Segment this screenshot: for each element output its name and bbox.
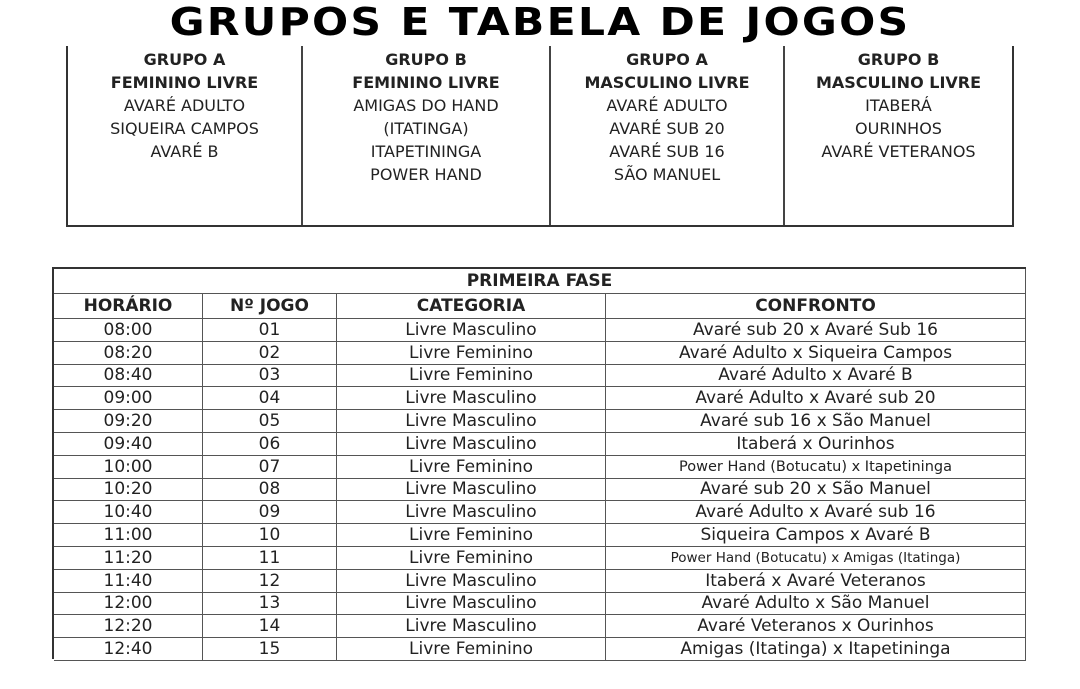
cell-time: 11:20: [54, 546, 203, 569]
group-team: OURINHOS: [855, 119, 942, 138]
cell-match: Siqueira Campos x Avaré B: [606, 524, 1026, 547]
cell-game-number: 02: [203, 341, 337, 364]
group-category: MASCULINO LIVRE: [584, 73, 750, 92]
cell-match: Avaré Adulto x São Manuel: [606, 592, 1026, 615]
cell-match: Power Hand (Botucatu) x Itapetininga: [606, 455, 1026, 478]
table-row: [54, 341, 1026, 364]
cell-game-number: 13: [203, 592, 337, 615]
group-team: AVARÉ ADULTO: [606, 96, 728, 115]
group-column: [551, 46, 785, 225]
cell-game-number: 03: [203, 364, 337, 387]
cell-time: 10:20: [54, 478, 203, 501]
cell-time: 12:20: [54, 615, 203, 638]
cell-category: Livre Masculino: [337, 478, 606, 501]
cell-match: Amigas (Itatinga) x Itapetininga: [606, 638, 1026, 661]
cell-category: Livre Masculino: [337, 615, 606, 638]
column-header-match: CONFRONTO: [606, 294, 1026, 319]
cell-game-number: 09: [203, 501, 337, 524]
column-header-time: HORÁRIO: [54, 294, 203, 319]
group-heading: GRUPO A: [143, 50, 226, 69]
cell-match: Avaré Adulto x Avaré B: [606, 364, 1026, 387]
group-heading: GRUPO B: [857, 50, 940, 69]
cell-match: Itaberá x Ourinhos: [606, 432, 1026, 455]
table-row: [54, 524, 1026, 547]
group-category: FEMININO LIVRE: [352, 73, 500, 92]
cell-match: Itaberá x Avaré Veteranos: [606, 569, 1026, 592]
group-team: AVARÉ B: [150, 142, 219, 161]
group-column: [68, 46, 303, 225]
cell-match: Avaré Adulto x Avaré sub 20: [606, 387, 1026, 410]
cell-time: 11:00: [54, 524, 203, 547]
cell-category: Livre Masculino: [337, 569, 606, 592]
cell-time: 10:00: [54, 455, 203, 478]
table-row: [54, 432, 1026, 455]
schedule-rows: [54, 319, 1026, 661]
cell-category: Livre Feminino: [337, 341, 606, 364]
page-title: GRUPOS E TABELA DE JOGOS: [169, 0, 911, 44]
phase-title: PRIMEIRA FASE: [54, 269, 1026, 294]
cell-game-number: 14: [203, 615, 337, 638]
cell-time: 09:40: [54, 432, 203, 455]
cell-time: 08:40: [54, 364, 203, 387]
cell-match: Avaré sub 20 x Avaré Sub 16: [606, 319, 1026, 342]
cell-category: Livre Masculino: [337, 319, 606, 342]
schedule-table-container: [52, 267, 1026, 659]
cell-time: 08:20: [54, 341, 203, 364]
cell-category: Livre Feminino: [337, 455, 606, 478]
cell-game-number: 08: [203, 478, 337, 501]
table-row: [54, 478, 1026, 501]
cell-time: 08:00: [54, 319, 203, 342]
group-heading: GRUPO B: [385, 50, 467, 69]
group-team: AVARÉ VETERANOS: [821, 142, 976, 161]
cell-match: Power Hand (Botucatu) x Amigas (Itatinga): [606, 546, 1026, 569]
group-team: SÃO MANUEL: [613, 165, 721, 184]
group-column: [303, 46, 551, 225]
cell-time: 10:40: [54, 501, 203, 524]
cell-match: Avaré Veteranos x Ourinhos: [606, 615, 1026, 638]
group-team: AMIGAS DO HAND: [353, 96, 499, 115]
cell-category: Livre Masculino: [337, 432, 606, 455]
group-team: (ITATINGA): [383, 119, 469, 138]
group-team: POWER HAND: [370, 165, 482, 184]
column-header-game-number: Nº JOGO: [203, 294, 337, 319]
table-row: [54, 615, 1026, 638]
cell-category: Livre Masculino: [337, 387, 606, 410]
table-row: [54, 592, 1026, 615]
group-category: MASCULINO LIVRE: [815, 73, 982, 92]
schedule-table: [54, 269, 1026, 661]
cell-match: Avaré sub 16 x São Manuel: [606, 410, 1026, 433]
group-team: ITAPETININGA: [370, 142, 482, 161]
cell-category: Livre Masculino: [337, 410, 606, 433]
cell-game-number: 15: [203, 638, 337, 661]
table-row: [54, 387, 1026, 410]
group-team: AVARÉ ADULTO: [123, 96, 246, 115]
cell-category: Livre Masculino: [337, 501, 606, 524]
cell-game-number: 10: [203, 524, 337, 547]
cell-category: Livre Feminino: [337, 524, 606, 547]
cell-game-number: 04: [203, 387, 337, 410]
group-team: ITABERÁ: [865, 96, 932, 115]
group-heading: GRUPO A: [626, 50, 708, 69]
table-row: [54, 501, 1026, 524]
table-row: [54, 364, 1026, 387]
cell-category: Livre Feminino: [337, 364, 606, 387]
cell-time: 09:00: [54, 387, 203, 410]
group-column: [785, 46, 1012, 225]
table-row: [54, 638, 1026, 661]
cell-game-number: 12: [203, 569, 337, 592]
table-row: [54, 546, 1026, 569]
cell-time: 12:40: [54, 638, 203, 661]
cell-game-number: 05: [203, 410, 337, 433]
cell-category: Livre Feminino: [337, 638, 606, 661]
group-team: SIQUEIRA CAMPOS: [110, 119, 259, 138]
cell-game-number: 07: [203, 455, 337, 478]
groups-table: [66, 46, 1014, 227]
cell-game-number: 11: [203, 546, 337, 569]
cell-time: 12:00: [54, 592, 203, 615]
cell-category: Livre Masculino: [337, 592, 606, 615]
cell-game-number: 06: [203, 432, 337, 455]
cell-game-number: 01: [203, 319, 337, 342]
table-row: [54, 410, 1026, 433]
table-row: [54, 319, 1026, 342]
column-header-category: CATEGORIA: [337, 294, 606, 319]
table-row: [54, 455, 1026, 478]
table-row: [54, 569, 1026, 592]
cell-match: Avaré Adulto x Avaré sub 16: [606, 501, 1026, 524]
cell-match: Avaré sub 20 x São Manuel: [606, 478, 1026, 501]
cell-category: Livre Feminino: [337, 546, 606, 569]
cell-time: 11:40: [54, 569, 203, 592]
cell-time: 09:20: [54, 410, 203, 433]
group-team: AVARÉ SUB 16: [609, 142, 725, 161]
group-category: FEMININO LIVRE: [110, 73, 259, 92]
group-team: AVARÉ SUB 20: [609, 119, 725, 138]
cell-match: Avaré Adulto x Siqueira Campos: [606, 341, 1026, 364]
